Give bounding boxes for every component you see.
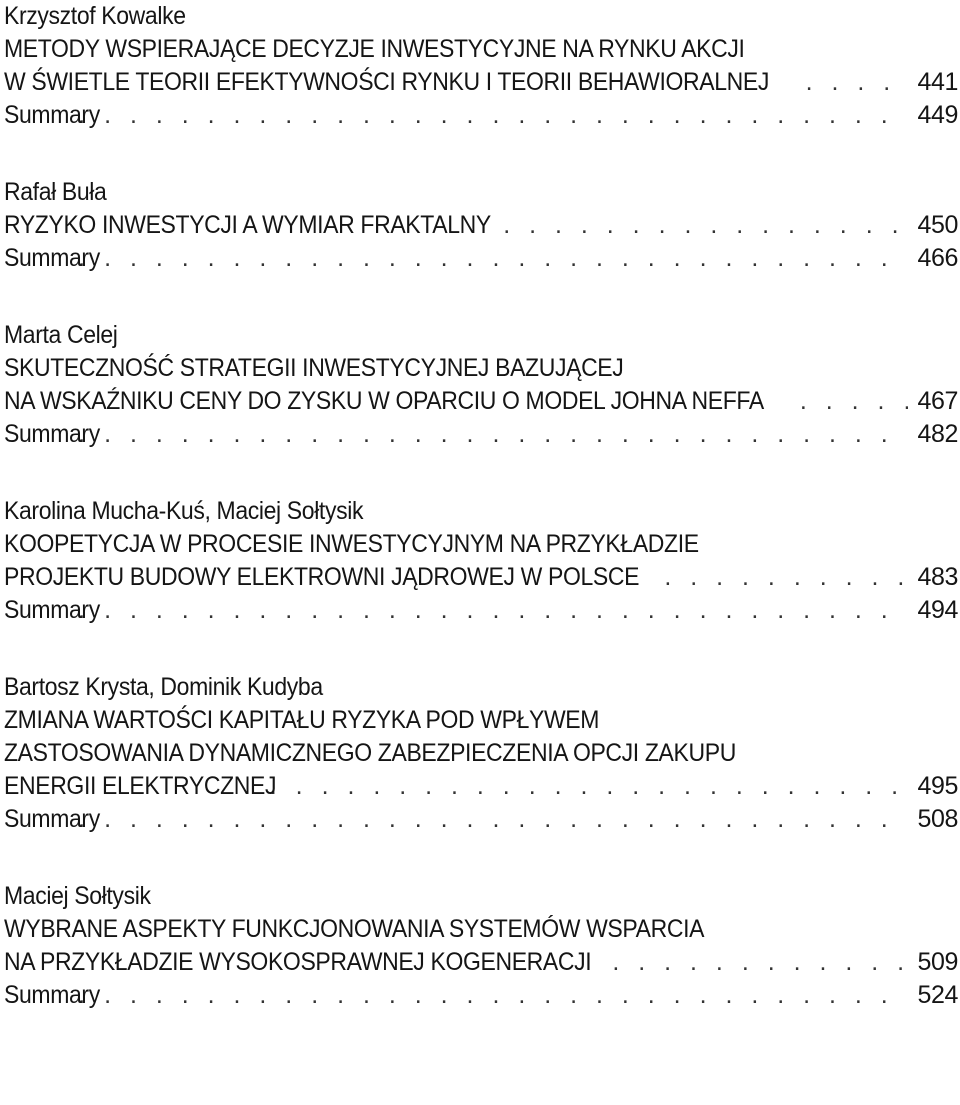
entry-spacer (4, 627, 958, 671)
page-number: 482 (908, 418, 958, 451)
entry-title-row[interactable] (4, 770, 958, 803)
entry-spacer (4, 275, 958, 319)
page-number: 495 (908, 770, 958, 803)
entry-title-line: NA WSKAŹNIKU CENY DO ZYSKU W OPARCIU O MODEL JOHNA NEFFA (4, 387, 764, 415)
toc-entry (4, 176, 958, 275)
page-number: 524 (908, 979, 958, 1012)
summary-label: Summary (4, 596, 100, 624)
entry-author: Maciej Sołtysik (4, 882, 151, 910)
summary-label: Summary (4, 981, 100, 1009)
page-number: 494 (908, 594, 958, 627)
entry-spacer (4, 132, 958, 176)
entry-title-row[interactable] (4, 561, 958, 594)
summary-label: Summary (4, 805, 100, 833)
table-of-contents (4, 0, 958, 1012)
summary-label: Summary (4, 420, 100, 448)
entry-title-line: KOOPETYCJA W PROCESIE INWESTYCYJNYM NA PRZYKŁADZIE (4, 530, 699, 558)
entry-title-line: PROJEKTU BUDOWY ELEKTROWNI JĄDROWEJ W POLSCE (4, 563, 640, 591)
page-number: 508 (908, 803, 958, 836)
summary-label: Summary (4, 101, 100, 129)
dot-leader (74, 99, 908, 132)
entry-spacer (4, 451, 958, 495)
entry-author: Bartosz Krysta, Dominik Kudyba (4, 673, 323, 701)
entry-title-row[interactable] (4, 385, 958, 418)
entry-author: Rafał Buła (4, 178, 107, 206)
dot-leader (74, 418, 908, 451)
dot-leader (796, 385, 908, 418)
entry-author: Krzysztof Kowalke (4, 2, 186, 30)
dot-leader (499, 209, 908, 242)
page-number: 441 (908, 66, 958, 99)
toc-entry (4, 0, 958, 132)
entry-title-line: ENERGII ELEKTRYCZNEJ (4, 772, 277, 800)
dot-leader (660, 561, 908, 594)
entry-spacer (4, 836, 958, 880)
summary-label: Summary (4, 244, 100, 272)
page-number: 450 (908, 209, 958, 242)
page-number: 466 (908, 242, 958, 275)
entry-title-line: WYBRANE ASPEKTY FUNKCJONOWANIA SYSTEMÓW WSPARCIA (4, 915, 705, 943)
summary-row[interactable] (4, 803, 958, 836)
toc-entry (4, 671, 958, 836)
page-number: 449 (908, 99, 958, 132)
dot-leader (74, 594, 908, 627)
dot-leader (802, 66, 908, 99)
dot-leader (266, 770, 908, 803)
summary-row[interactable] (4, 418, 958, 451)
entry-title-line: SKUTECZNOŚĆ STRATEGII INWESTYCYJNEJ BAZUJĄCEJ (4, 354, 624, 382)
entry-author: Karolina Mucha-Kuś, Maciej Sołtysik (4, 497, 364, 525)
summary-row[interactable] (4, 594, 958, 627)
toc-entry (4, 880, 958, 1012)
entry-title-row[interactable] (4, 209, 958, 242)
page-number: 483 (908, 561, 958, 594)
summary-row[interactable] (4, 979, 958, 1012)
entry-title-row[interactable] (4, 946, 958, 979)
entry-author: Marta Celej (4, 321, 118, 349)
entry-title-line: RYZYKO INWESTYCJI A WYMIAR FRAKTALNY (4, 211, 491, 239)
entry-title-line: METODY WSPIERAJĄCE DECYZJE INWESTYCYJNE NA RYNKU AKCJI (4, 35, 745, 63)
entry-title-row[interactable] (4, 66, 958, 99)
dot-leader (74, 803, 908, 836)
toc-entry (4, 319, 958, 451)
summary-row[interactable] (4, 242, 958, 275)
page-number: 467 (908, 385, 958, 418)
dot-leader (608, 946, 908, 979)
toc-entry (4, 495, 958, 627)
entry-title-line: W ŚWIETLE TEORII EFEKTYWNOŚCI RYNKU I TEORII BEHAWIORALNEJ (4, 68, 770, 96)
entry-title-line: ZASTOSOWANIA DYNAMICZNEGO ZABEZPIECZENIA OPCJI ZAKUPU (4, 739, 736, 767)
entry-title-line: NA PRZYKŁADZIE WYSOKOSPRAWNEJ KOGENERACJI (4, 948, 592, 976)
entry-title-line: ZMIANA WARTOŚCI KAPITAŁU RYZYKA POD WPŁYWEM (4, 706, 600, 734)
dot-leader (74, 979, 908, 1012)
dot-leader (74, 242, 908, 275)
summary-row[interactable] (4, 99, 958, 132)
page-number: 509 (908, 946, 958, 979)
